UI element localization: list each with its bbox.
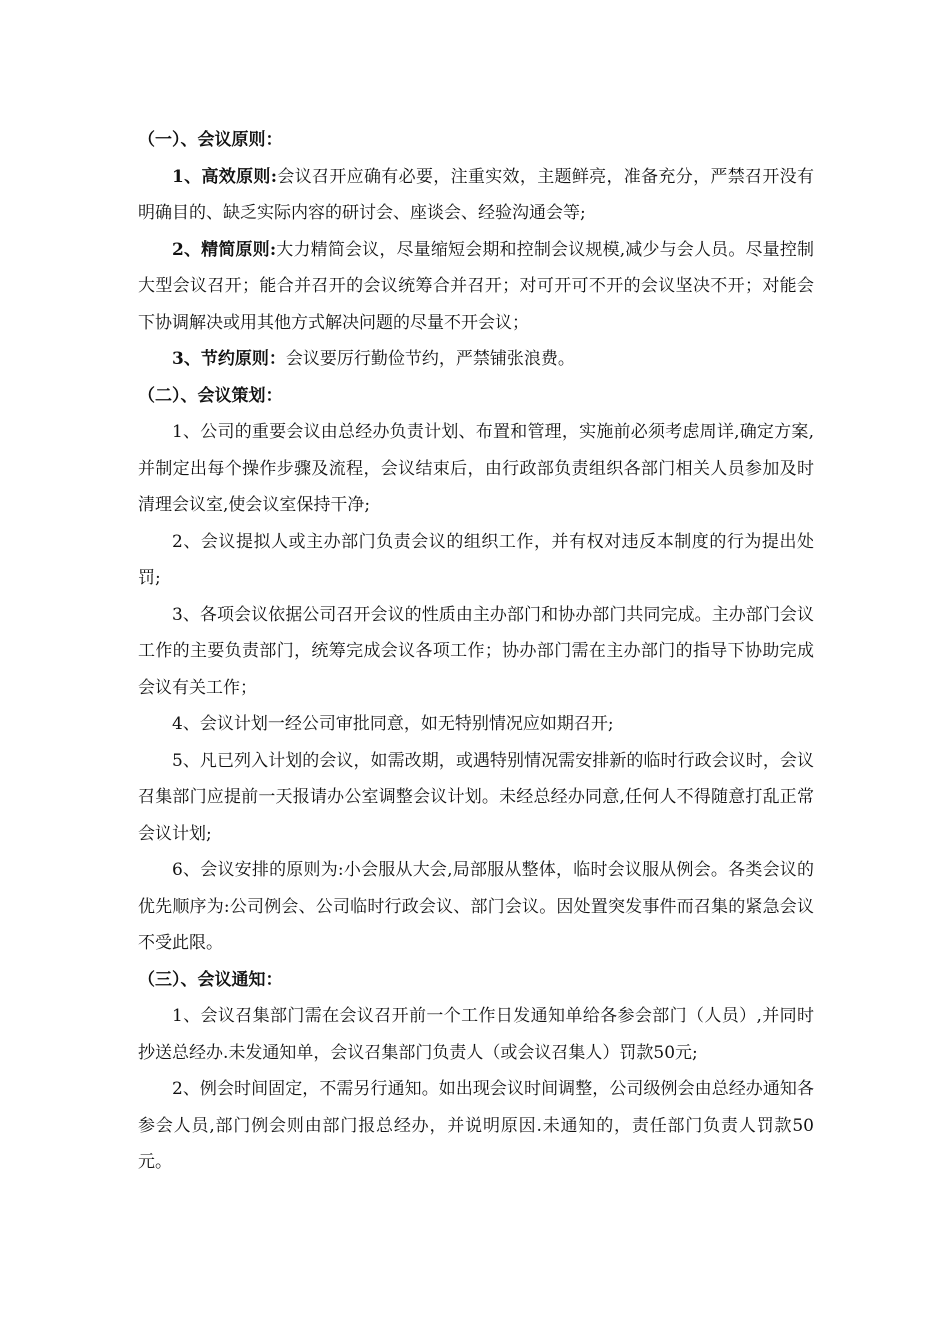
paragraph-text: 大力精简会议，尽量缩短会期和控制会议规模,减少与会人员。尽量控制大型会议召开；能合并召开的会议统筹合并召开；对可开可不开的会议坚决不开；对能会下协调解决或用其他方式解决问题的尽量不开会议； xyxy=(138,239,815,333)
paragraph-label: 2、精简原则: xyxy=(172,239,277,260)
paragraph: 6、会议安排的原则为:小会服从大会,局部服从整体，临时会议服从例会。各类会议的优先顺序为:公司例会、公司临时行政会议、部门会议。因处置突发事件而召集的紧急会议不受此限。 xyxy=(138,860,814,953)
section-heading-planning: （二）、会议策划： xyxy=(138,385,283,406)
paragraph-text: 会议召开应确有必要，注重实效，主题鲜亮，准备充分，严禁召开没有明确目的、缺乏实际内容的研讨会、座谈会、经验沟通会等; xyxy=(138,166,815,223)
paragraph-label: 1、高效原则: xyxy=(172,166,278,187)
paragraph: 2、会议提拟人或主办部门负责会议的组织工作，并有权对违反本制度的行为提出处罚; xyxy=(138,531,814,588)
paragraph: 1、公司的重要会议由总经办负责计划、布置和管理，实施前必须考虑周详,确定方案,并制定出每个操作步骤及流程，会议结束后，由行政部负责组织各部门相关人员参加及时清理会议室,使会议室保持干净; xyxy=(138,422,814,515)
paragraph-label: 3、节约原则： xyxy=(172,349,286,369)
paragraph xyxy=(138,232,814,342)
paragraph: 3、各项会议依据公司召开会议的性质由主办部门和协办部门共同完成。主办部门会议工作的主要负责部门，统筹完成会议各项工作；协办部门需在主办部门的指导下协助完成会议有关工作； xyxy=(138,604,814,698)
paragraph xyxy=(138,341,814,378)
section-heading-principles: （一）、会议原则： xyxy=(138,130,283,150)
section-heading-notification: （三）、会议通知： xyxy=(138,969,283,990)
document-page xyxy=(138,122,814,1181)
paragraph: 1、会议召集部门需在会议召开前一个工作日发通知单给各参会部门（人员）,并同时抄送总经办.未发通知单，会议召集部门负责人（或会议召集人）罚款50元; xyxy=(138,1006,814,1063)
paragraph-text: 会议要厉行勤俭节约，严禁铺张浪费。 xyxy=(285,349,575,369)
paragraph: 4、会议计划一经公司审批同意，如无特别情况应如期召开; xyxy=(172,714,614,734)
paragraph: 2、例会时间固定，不需另行通知。如出现会议时间调整，公司级例会由总经办通知各参会人员,部门例会则由部门报总经办，并说明原因.未通知的，责任部门负责人罚款50元。 xyxy=(138,1079,814,1172)
paragraph xyxy=(138,159,814,232)
paragraph: 5、凡已列入计划的会议，如需改期，或遇特别情况需安排新的临时行政会议时，会议召集部门应提前一天报请办公室调整会议计划。未经总经办同意,任何人不得随意打乱正常会议计划; xyxy=(138,750,814,844)
